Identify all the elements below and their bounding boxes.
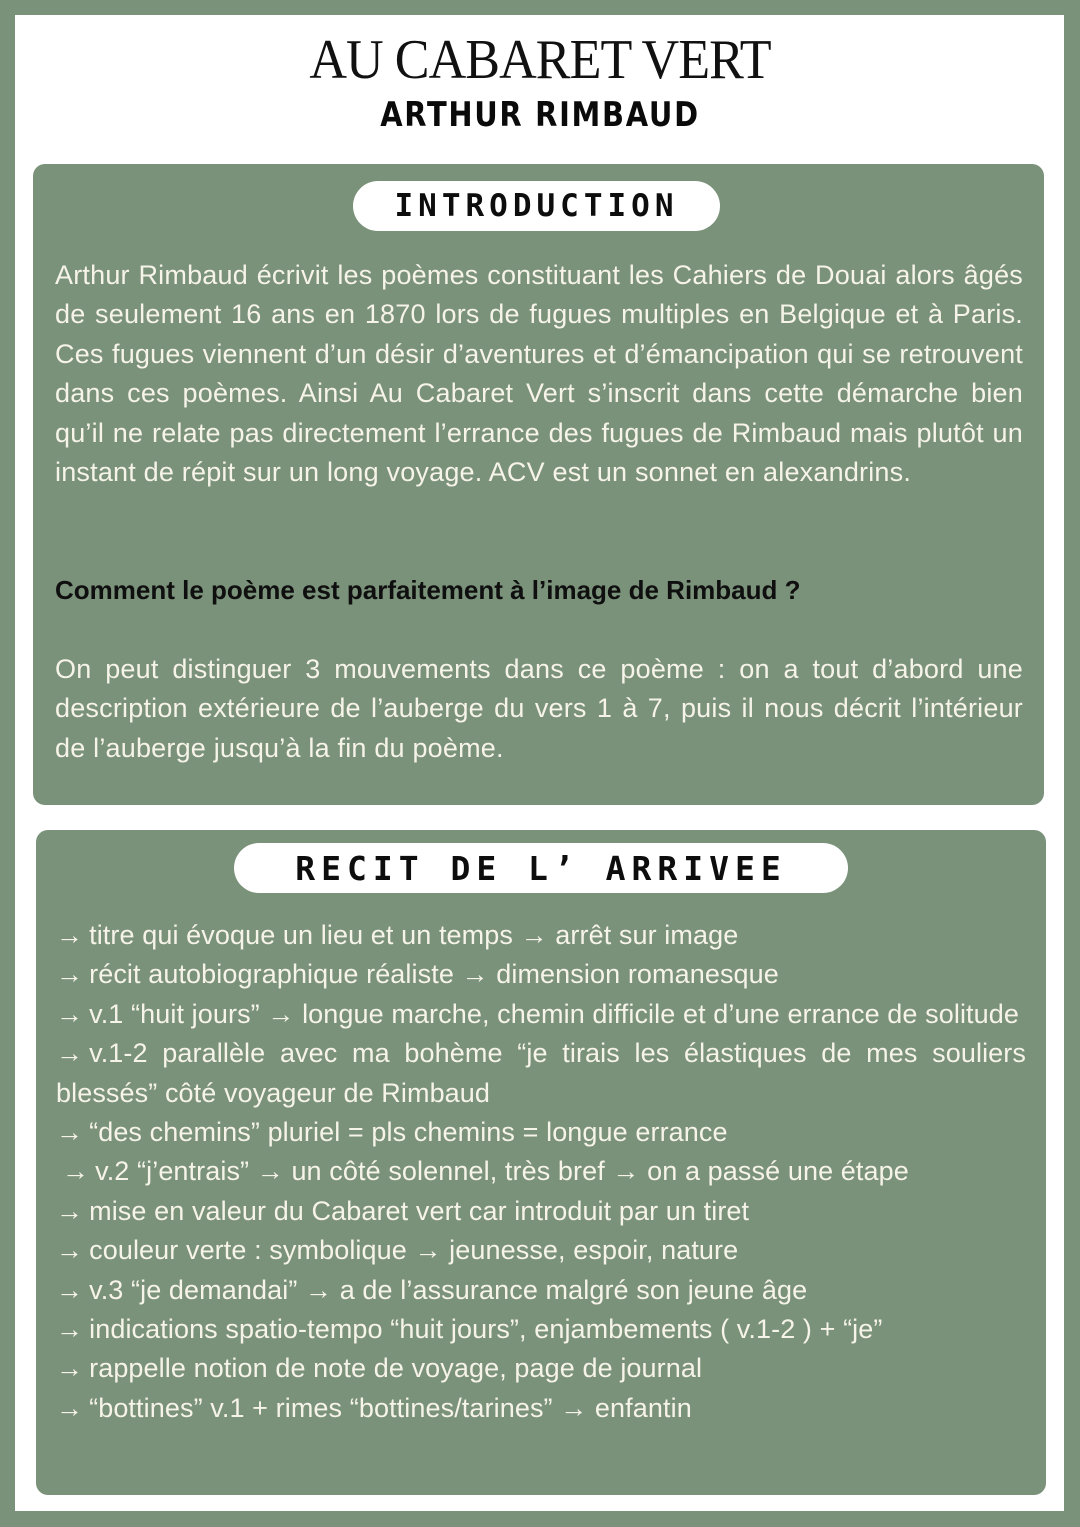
list-item	[56, 1389, 1026, 1428]
arrow-right-icon: →	[56, 959, 84, 990]
list-item-text: v.2 “j’entrais” → un côté solennel, très bref → on a passé une étape	[95, 1156, 909, 1187]
list-item	[56, 916, 1026, 955]
arrow-right-icon: →	[56, 920, 84, 950]
document-title: AU CABARET VERT	[309, 29, 771, 91]
arrow-right-icon: →	[56, 1235, 84, 1266]
list-item	[56, 1349, 1026, 1388]
arrow-right-icon: →	[56, 1195, 84, 1226]
movements-paragraph: On peut distinguer 3 mouvements dans ce poème : on a tout d’abord une description extérieure de l’auberge du vers 1 à 7, puis il nous décrit l’intérieur de l’auberge jusqu’à la fin du poème.	[55, 654, 1023, 763]
list-item	[56, 995, 1026, 1034]
arrow-right-icon: →	[56, 998, 84, 1029]
arrow-right-icon: →	[56, 1117, 84, 1148]
list-item-text: “bottines” v.1 + rimes “bottines/tarines” → enfantin	[89, 1392, 692, 1423]
introduction-heading: INTRODUCTION	[353, 181, 720, 231]
arrow-right-icon: →	[56, 1353, 84, 1384]
introduction-paragraph: Arthur Rimbaud écrivit les poèmes constituant les Cahiers de Douai alors âgés de seulement 16 ans en 1870 lors de fugues multiples en Belgique et à Paris. Ces fugues viennent d’un désir d’aventures et d’émancipation qui se retrouvent dans ces poèmes. Ainsi Au Cabaret Vert s’inscrit dans cette démarche bien qu’il ne relate pas directement l’errance des fugues de Rimbaud mais plutôt un instant de répit sur un long voyage. ACV est un sonnet en alexandrins.	[55, 260, 1023, 488]
list-item	[56, 1113, 1026, 1152]
list-item-text: rappelle notion de note de voyage, page de journal	[89, 1353, 703, 1384]
list-item	[56, 1231, 1026, 1270]
list-item	[56, 1034, 1026, 1113]
list-item-text: v.1-2 parallèle avec ma bohème “je tirais les élastiques de mes souliers blessés” côté voyageur de Rimbaud	[56, 1038, 1026, 1108]
list-item	[56, 955, 1026, 994]
list-item-text: v.1 “huit jours” → longue marche, chemin difficile et d’une errance de solitude	[89, 998, 1019, 1029]
recit-heading: RECIT DE L’ ARRIVEE	[234, 843, 848, 893]
problematic-question: Comment le poème est parfaitement à l’image de Rimbaud ?	[55, 575, 801, 605]
list-item-text: indications spatio-tempo “huit jours”, enjambements ( v.1-2 ) + “je”	[89, 1314, 883, 1345]
introduction-section	[33, 164, 1044, 805]
analysis-list	[56, 916, 1026, 1428]
arrow-right-icon: →	[56, 1392, 84, 1423]
arrow-right-icon: →	[56, 1038, 84, 1069]
recit-arrivee-section	[36, 830, 1046, 1495]
list-item	[56, 1152, 1026, 1191]
arrow-right-icon: →	[56, 1314, 84, 1345]
list-item-text: couleur verte : symbolique → jeunesse, espoir, nature	[89, 1235, 739, 1266]
list-item	[56, 1271, 1026, 1310]
list-item-text: mise en valeur du Cabaret vert car introduit par un tiret	[89, 1195, 750, 1226]
list-item-text: titre qui évoque un lieu et un temps → arrêt sur image	[89, 920, 739, 950]
arrow-right-icon: →	[56, 1274, 84, 1305]
list-item-text: “des chemins” pluriel = pls chemins = longue errance	[89, 1117, 728, 1148]
list-item-text: récit autobiographique réaliste → dimension romanesque	[89, 959, 779, 990]
list-item-text: v.3 “je demandai” → a de l’assurance malgré son jeune âge	[89, 1274, 808, 1305]
list-item	[56, 1192, 1026, 1231]
list-item	[56, 1310, 1026, 1349]
arrow-right-icon: →	[62, 1156, 90, 1187]
author-name: ARTHUR RIMBAUD	[380, 95, 700, 135]
